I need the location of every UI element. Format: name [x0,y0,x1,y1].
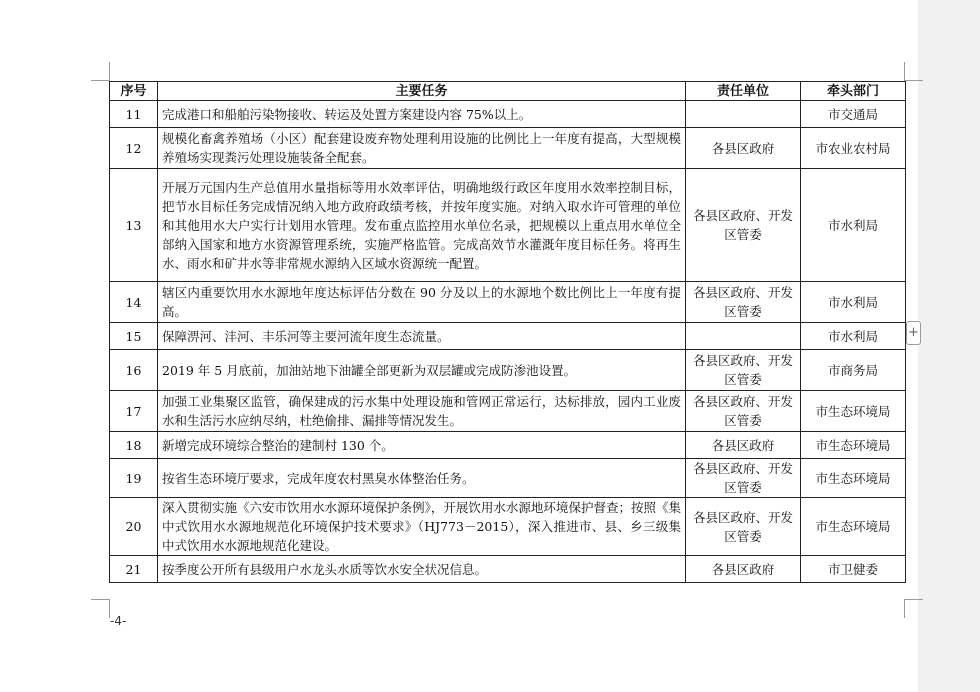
row-task: 新增完成环境综合整治的建制村 130 个。 [158,432,686,459]
row-task: 2019 年 5 月底前，加油站地下油罐全部更新为双层罐或完成防渗池设置。 [158,350,686,391]
table-row [110,128,906,169]
row-no: 20 [110,498,158,556]
row-lead: 市交通局 [801,101,906,128]
add-icon[interactable]: + [906,321,921,345]
row-no: 13 [110,169,158,282]
row-unit: 各县区政府、开发区管委 [686,498,801,556]
row-lead: 市生态环境局 [801,432,906,459]
header-lead: 牵头部门 [801,82,906,101]
row-no: 11 [110,101,158,128]
header-no: 序号 [110,82,158,101]
table-row [110,432,906,459]
row-task: 保障淠河、沣河、丰乐河等主要河流年度生态流量。 [158,323,686,350]
row-no: 21 [110,556,158,583]
row-lead: 市水利局 [801,169,906,282]
table-row [110,101,906,128]
row-lead: 市农业农村局 [801,128,906,169]
row-lead: 市生态环境局 [801,459,906,498]
row-unit: 各县区政府 [686,556,801,583]
row-no: 19 [110,459,158,498]
row-unit [686,101,801,128]
crop-mark-bottom-right [904,599,923,600]
row-unit: 各县区政府 [686,128,801,169]
crop-mark-top-right-v [904,62,905,81]
row-lead: 市商务局 [801,350,906,391]
table-row [110,350,906,391]
crop-mark-top-left-v [109,62,110,81]
row-unit [686,323,801,350]
table-row [110,498,906,556]
row-task: 加强工业集聚区监管，确保建成的污水集中处理设施和管网正常运行，达标排放，园内工业废水和生活污水应纳尽纳，杜绝偷排、漏排等情况发生。 [158,391,686,432]
table-row [110,323,906,350]
header-task: 主要任务 [158,82,686,101]
table-row [110,459,906,498]
row-no: 16 [110,350,158,391]
table-row [110,282,906,323]
crop-mark-bottom-right-v [904,599,905,618]
row-unit: 各县区政府、开发区管委 [686,391,801,432]
row-unit: 各县区政府、开发区管委 [686,459,801,498]
row-unit: 各县区政府、开发区管委 [686,169,801,282]
row-task: 规模化畜禽养殖场（小区）配套建设废弃物处理利用设施的比例比上一年度有提高，大型规模养殖场实现粪污处理设施装备全配套。 [158,128,686,169]
row-lead: 市生态环境局 [801,391,906,432]
table-row [110,391,906,432]
table-row [110,169,906,282]
row-unit: 各县区政府、开发区管委 [686,282,801,323]
row-no: 18 [110,432,158,459]
task-table [109,81,906,583]
page-number: -4- [110,614,127,628]
row-task: 辖区内重要饮用水水源地年度达标评估分数在 90 分及以上的水源地个数比例比上一年度有提高。 [158,282,686,323]
row-task: 按省生态环境厅要求，完成年度农村黑臭水体整治任务。 [158,459,686,498]
row-no: 14 [110,282,158,323]
row-task: 深入贯彻实施《六安市饮用水水源环境保护条例》，开展饮用水水源地环境保护督查；按照《集中式饮用水水源地规范化环境保护技术要求》（HJ773－2015），深入推进市、县、乡三级集中式饮用水水源地规范化建设。 [158,498,686,556]
crop-mark-top-right [904,80,923,81]
row-unit: 各县区政府、开发区管委 [686,350,801,391]
row-unit: 各县区政府 [686,432,801,459]
table-row [110,556,906,583]
row-task: 完成港口和船舶污染物接收、转运及处置方案建设内容 75%以上。 [158,101,686,128]
row-lead: 市水利局 [801,323,906,350]
row-task: 按季度公开所有县级用户水龙头水质等饮水安全状况信息。 [158,556,686,583]
row-no: 15 [110,323,158,350]
row-no: 17 [110,391,158,432]
row-lead: 市卫健委 [801,556,906,583]
crop-mark-top-left [91,80,110,81]
header-unit: 责任单位 [686,82,801,101]
crop-mark-bottom-left [91,599,110,600]
row-task: 开展万元国内生产总值用水量指标等用水效率评估，明确地级行政区年度用水效率控制目标，把节水目标任务完成情况纳入地方政府政绩考核，并按年度实施。对纳入取水许可管理的单位和其他用水大户实行计划用水管理。发布重点监控用水单位名录，把规模以上重点用水单位全部纳入国家和地方水资源管理系统，实施严格监管。完成高效节水灌溉年度目标任务。将再生水、雨水和矿井水等非常规水源纳入区域水资源统一配置。 [158,169,686,282]
table-header-row [110,82,906,101]
row-lead: 市生态环境局 [801,498,906,556]
row-no: 12 [110,128,158,169]
row-lead: 市水利局 [801,282,906,323]
